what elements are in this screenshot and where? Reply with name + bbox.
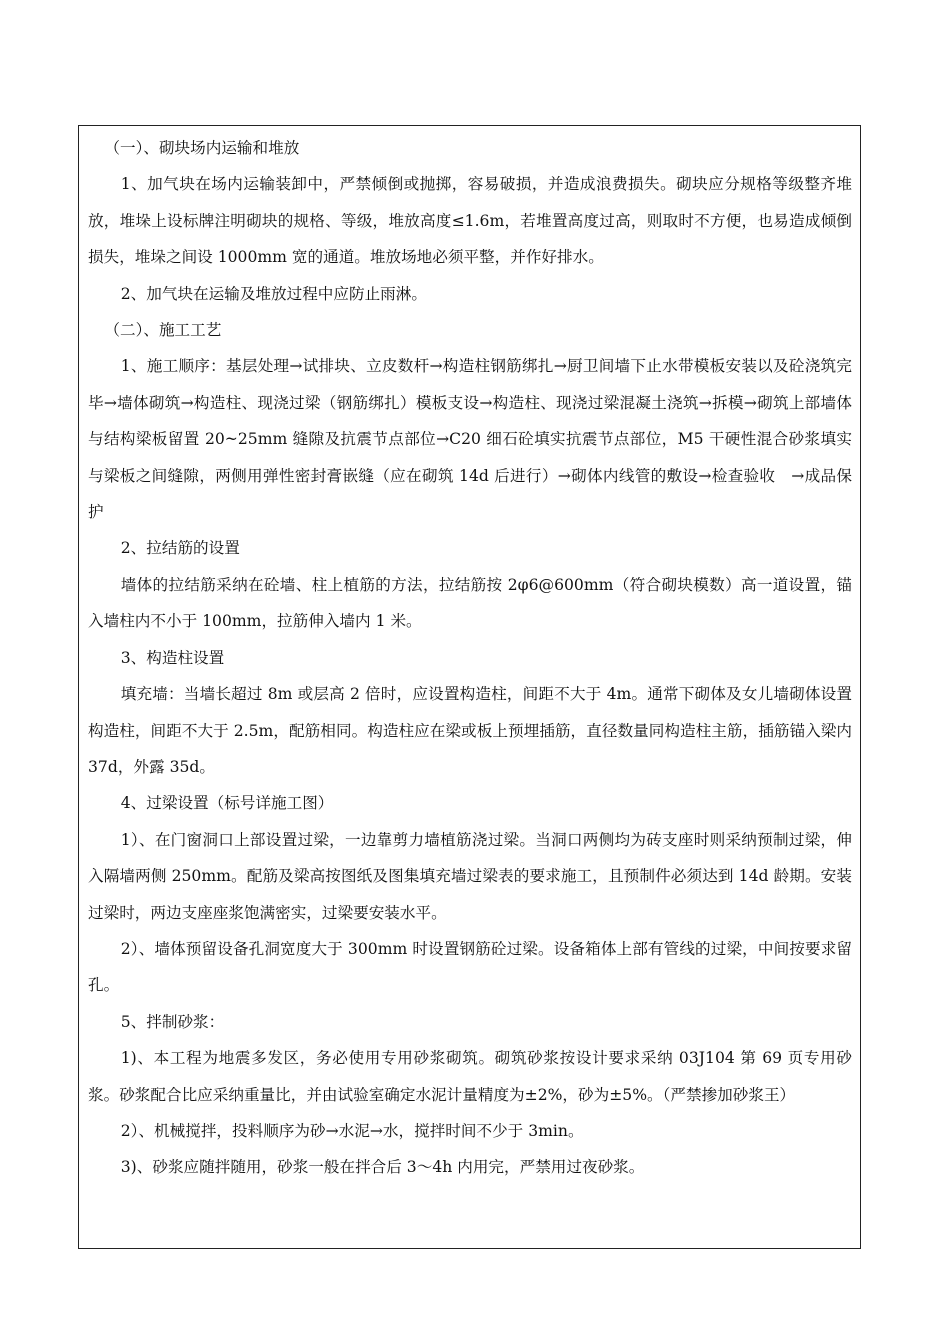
paragraph-transport-handling: 1、加气块在场内运输装卸中，严禁倾倒或抛掷，容易破损，并造成浪费损失。砌块应分规格等级整齐堆放，堆垛上设标牌注明砌块的规格、等级，堆放高度≤1.6m，若堆置高度过高，则取时不方便，也易造成倾倒损失，堆垛之间设 1000mm 宽的通道。堆放场地必须平整，并作好排水。 — [88, 175, 852, 267]
paragraph-mortar-special: 1)、本工程为地震多发区，务必使用专用砂浆砌筑。砌筑砂浆按设计要求采纳 03J104 第 69 页专用砂浆。砂浆配合比应采纳重量比，并由试验室确定水泥计量精度为±2%，砂为±5%。（严禁掺加砂浆王） — [88, 1049, 852, 1104]
section-heading-transport: （一）、砌块场内运输和堆放 — [104, 139, 300, 157]
document-frame — [78, 125, 861, 1249]
subheading-mortar-mixing: 5、拌制砂浆： — [120, 1012, 225, 1031]
paragraph-mortar-usage-time: 3)、砂浆应随拌随用，砂浆一般在拌合后 3～4h 内用完，严禁用过夜砂浆。 — [120, 1158, 645, 1177]
subheading-structural-columns: 3、构造柱设置 — [120, 648, 225, 667]
paragraph-structural-columns: 填充墙：当墙长超过 8m 或层高 2 倍时，应设置构造柱，间距不大于 4m。通常下砌体及女儿墙砌体设置构造柱，间距不大于 2.5m，配筋相同。构造柱应在梁或板上预埋插筋，直径数量同构造柱主筋，插筋锚入梁内 37d，外露 35d。 — [88, 685, 852, 776]
subheading-lintels: 4、过梁设置（标号详施工图） — [120, 794, 334, 813]
paragraph-tie-bars: 墙体的拉结筋采纳在砼墙、柱上植筋的方法，拉结筋按 2φ6@600mm（符合砌块模数）高一道设置，锚入墙柱内不小于 100mm，拉筋伸入墙内 1 米。 — [88, 575, 852, 631]
document-body — [88, 130, 852, 1186]
paragraph-construction-sequence: 1、施工顺序：基层处理→试排块、立皮数杆→构造柱钢筋绑扎→厨卫间墙下止水带模板安装以及砼浇筑完毕→墙体砌筑→构造柱、现浇过梁（钢筋绑扎）模板支设→构造柱、现浇过梁混凝土浇筑→拆模→砌筑上部墙体与结构梁板留置 20~25mm 缝隙及抗震节点部位→C20 细石砼填实抗震节点部位，M5 干硬性混合砂浆填实与梁板之间缝隙，两侧用弹性密封膏嵌缝（应在砌筑 14d 后进行）→砌体内线管的敷设→检查验收 →成品保护 — [88, 357, 852, 522]
paragraph-rain-protection: 2、加气块在运输及堆放过程中应防止雨淋。 — [120, 284, 427, 303]
section-heading-process: （二）、施工工艺 — [104, 321, 222, 340]
paragraph-lintels-doors-windows: 1）、在门窗洞口上部设置过梁，一边靠剪力墙植筋浇过梁。当洞口两侧均为砖支座时则采纳预制过梁，伸入隔墙两侧 250mm。配筋及梁高按图纸及图集填充墙过梁表的要求施工，且预制件必须达到 14d 龄期。安装过梁时，两边支座座浆饱满密实，过梁要安装水平。 — [88, 830, 852, 922]
paragraph-mortar-mixing-order: 2）、机械搅拌，投料顺序为砂→水泥→水，搅拌时间不少于 3min。 — [120, 1121, 584, 1140]
paragraph-lintels-openings: 2）、墙体预留设备孔洞宽度大于 300mm 时设置钢筋砼过梁。设备箱体上部有管线的过梁，中间按要求留孔。 — [88, 939, 852, 995]
subheading-tie-bars: 2、拉结筋的设置 — [120, 539, 240, 558]
